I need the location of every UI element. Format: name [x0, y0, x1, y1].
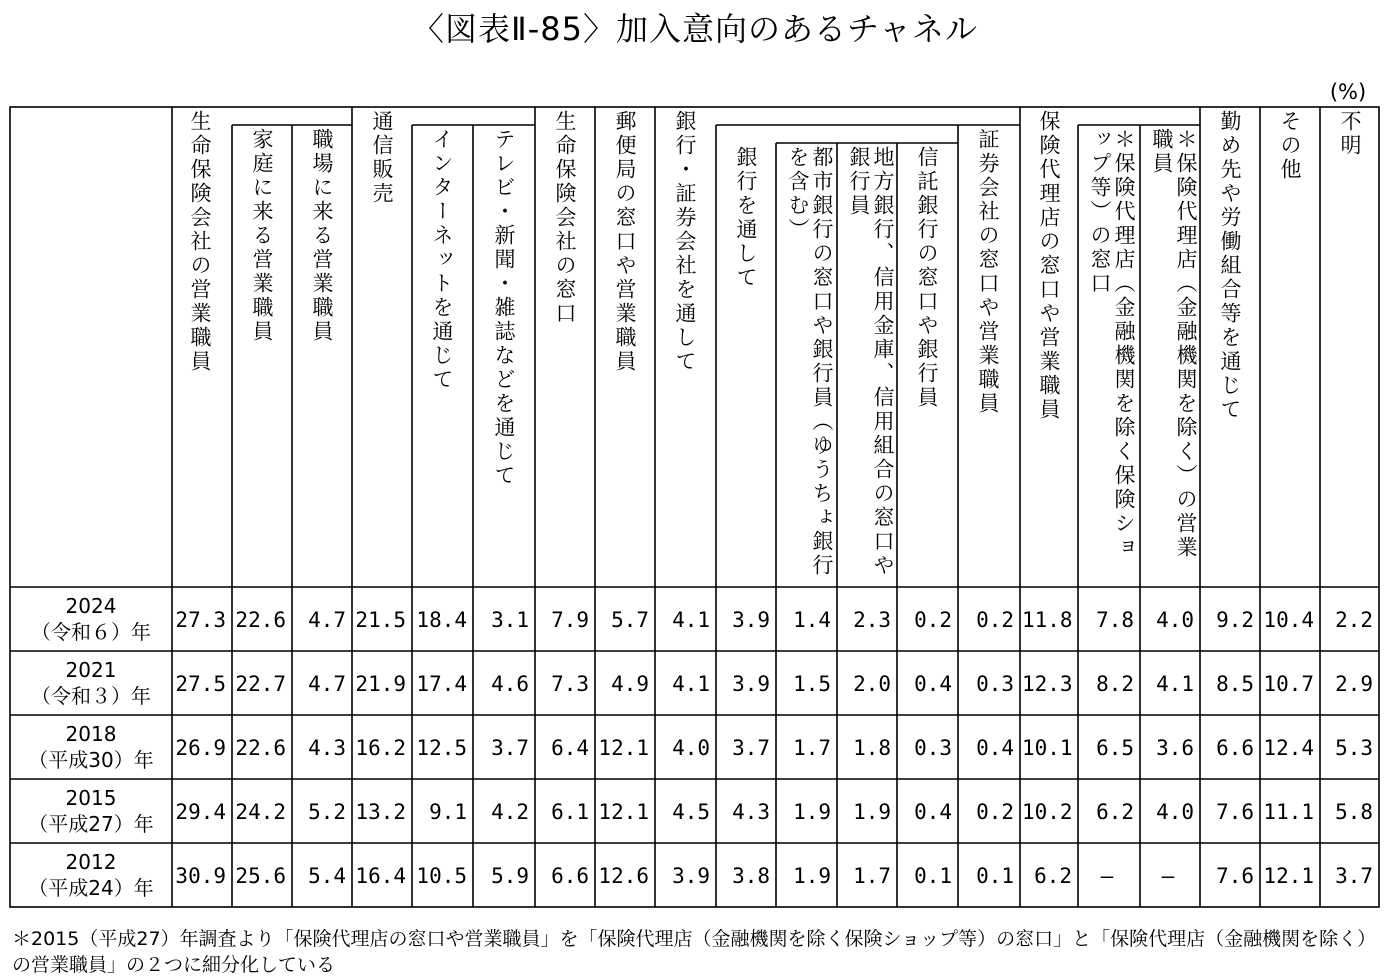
row-label-2024: [10, 593, 172, 645]
table-cell: 12.3: [1022, 672, 1073, 696]
table-cell: 25.6: [235, 864, 286, 888]
row-era: （平成27）年: [28, 812, 154, 836]
unit-label: (%): [1329, 80, 1367, 104]
table-cell: 6.4: [551, 736, 589, 760]
table-cell: 4.7: [308, 608, 346, 632]
table-cell: 18.4: [416, 608, 467, 632]
table-cell: 21.9: [355, 672, 406, 696]
row-year: 2015: [65, 786, 117, 810]
table-cell: 4.5: [672, 800, 710, 824]
table-cell: 1.5: [793, 672, 831, 696]
table-cell: 12.1: [1263, 864, 1314, 888]
table-cell: 16.4: [355, 864, 406, 888]
table-cell: 0.2: [976, 608, 1014, 632]
table-cell: 12.1: [598, 800, 649, 824]
table-cell: 21.5: [355, 608, 406, 632]
table-cell: 4.6: [491, 672, 529, 696]
table-cell: —: [1100, 864, 1114, 888]
table-cell: 6.6: [1216, 736, 1254, 760]
table-cell: 22.6: [235, 736, 286, 760]
table-cell: 26.9: [175, 736, 226, 760]
header-trust-bank: 信託銀行の窓口や銀行員: [915, 146, 939, 410]
table-cell: 4.1: [672, 672, 710, 696]
table-cell: 12.5: [416, 736, 467, 760]
table-cell: 7.6: [1216, 864, 1254, 888]
table-cell: 4.9: [611, 672, 649, 696]
table-cell: 0.2: [976, 800, 1014, 824]
table-cell: 3.9: [732, 608, 770, 632]
table-cell: 3.7: [732, 736, 770, 760]
table-cell: 5.4: [308, 864, 346, 888]
table-cell: 2.3: [853, 608, 891, 632]
table-cell: 2.0: [853, 672, 891, 696]
table-cell: 24.2: [235, 800, 286, 824]
header-internet: インターネットを通じて: [430, 128, 454, 392]
table-cell: 0.3: [914, 736, 952, 760]
table-cell: 6.5: [1096, 736, 1134, 760]
table-cell: 9.1: [429, 800, 467, 824]
table-cell: 10.7: [1263, 672, 1314, 696]
table-cell: 3.9: [732, 672, 770, 696]
row-label-2021: [10, 657, 172, 709]
table-cell: 4.0: [1156, 608, 1194, 632]
row-era: （令和６）年: [31, 620, 151, 644]
table-cell: 4.2: [491, 800, 529, 824]
table-cell: 22.6: [235, 608, 286, 632]
header-tv-media: テレビ・新聞・雑誌などを通じて: [492, 128, 516, 488]
table-cell: 8.2: [1096, 672, 1134, 696]
table-cell: 0.1: [976, 864, 1014, 888]
table-cell: 7.3: [551, 672, 589, 696]
header-life-staff: 生命保険会社の営業職員: [188, 110, 212, 374]
table-cell: 1.9: [793, 864, 831, 888]
table-cell: 3.9: [672, 864, 710, 888]
table-cell: 1.4: [793, 608, 831, 632]
header-work-staff: 職場に来る営業職員: [310, 128, 334, 344]
header-bank-securities: 銀行・証券会社を通して: [673, 110, 697, 374]
table-cell: 0.4: [914, 672, 952, 696]
table-cell: 1.9: [853, 800, 891, 824]
table-cell: 9.2: [1216, 608, 1254, 632]
table-cell: 2.2: [1335, 608, 1373, 632]
table-cell: 3.6: [1156, 736, 1194, 760]
table-cell: 2.9: [1335, 672, 1373, 696]
table-cell: 1.7: [793, 736, 831, 760]
table-cell: 13.2: [355, 800, 406, 824]
table-cell: 0.4: [976, 736, 1014, 760]
header-workplace: 勤め先や労働組合等を通じて: [1218, 110, 1242, 422]
table-cell: 6.2: [1096, 800, 1134, 824]
table-cell: 0.1: [914, 864, 952, 888]
table-cell: 3.1: [491, 608, 529, 632]
table-cell: 11.1: [1263, 800, 1314, 824]
table-cell: 7.6: [1216, 800, 1254, 824]
header-post-office: 郵便局の窓口や営業職員: [613, 110, 637, 374]
table-cell: 3.7: [491, 736, 529, 760]
row-label-2015: [10, 785, 172, 837]
table-cell: 6.6: [551, 864, 589, 888]
table-cell: 11.8: [1022, 608, 1073, 632]
table-cell: 4.1: [672, 608, 710, 632]
table-cell: 5.7: [611, 608, 649, 632]
table-cell: 22.7: [235, 672, 286, 696]
table-cell: 10.5: [416, 864, 467, 888]
row-era: （平成24）年: [28, 876, 154, 900]
table-cell: 4.0: [672, 736, 710, 760]
table-cell: 10.1: [1022, 736, 1073, 760]
table-cell: 16.2: [355, 736, 406, 760]
table-cell: 12.6: [598, 864, 649, 888]
table-cell: 0.4: [914, 800, 952, 824]
table-cell: 3.8: [732, 864, 770, 888]
table-cell: 27.5: [175, 672, 226, 696]
table-cell: 0.3: [976, 672, 1014, 696]
table-cell: 0.2: [914, 608, 952, 632]
table-cell: 17.4: [416, 672, 467, 696]
row-year: 2018: [65, 722, 117, 746]
table-cell: 10.4: [1263, 608, 1314, 632]
row-label-2012: [10, 849, 172, 901]
header-securities: 証券会社の窓口や営業職員: [976, 128, 1000, 416]
table-cell: —: [1161, 864, 1175, 888]
row-year: 2021: [65, 658, 117, 682]
header-agency-staff: ＊保険代理店（金融機関を除く）の営業職員: [1150, 128, 1198, 560]
table-cell: 3.7: [1335, 864, 1373, 888]
header-agency-window: ＊保険代理店（金融機関を除く保険ショップ等）の窓口: [1088, 128, 1136, 560]
table-cell: 4.0: [1156, 800, 1194, 824]
page-title: 〈図表Ⅱ-85〉加入意向のあるチャネル: [411, 10, 979, 48]
table-cell: 29.4: [175, 800, 226, 824]
table-cell: 4.3: [732, 800, 770, 824]
table-cell: 5.2: [308, 800, 346, 824]
header-city-bank: 都市銀行の窓口や銀行員（ゆうちょ銀行を含む）: [786, 146, 834, 578]
table-cell: 1.9: [793, 800, 831, 824]
table-cell: 4.3: [308, 736, 346, 760]
header-via-bank: 銀行を通して: [734, 146, 758, 290]
table-cell: 30.9: [175, 864, 226, 888]
table-cell: 5.9: [491, 864, 529, 888]
footnote: ＊2015（平成27）年調査より「保険代理店の窓口や営業職員」を「保険代理店（金融機関を除く保険ショップ等）の窓口」と「保険代理店（金融機関を除く）の営業職員」の２つに細分化している: [12, 928, 1377, 976]
table-cell: 5.8: [1335, 800, 1373, 824]
row-era: （平成30）年: [28, 748, 154, 772]
table-cell: 5.3: [1335, 736, 1373, 760]
table-cell: 12.4: [1263, 736, 1314, 760]
row-year: 2012: [65, 850, 117, 874]
table-cell: 10.2: [1022, 800, 1073, 824]
row-era: （令和３）年: [31, 684, 151, 708]
header-home-staff: 家庭に来る営業職員: [250, 128, 274, 344]
row-year: 2024: [65, 594, 117, 618]
table-cell: 7.9: [551, 608, 589, 632]
header-other: その他: [1278, 110, 1302, 182]
table-cell: 4.7: [308, 672, 346, 696]
row-label-2018: [10, 721, 172, 773]
table-cell: 27.3: [175, 608, 226, 632]
table-cell: 6.1: [551, 800, 589, 824]
table-cell: 4.1: [1156, 672, 1194, 696]
header-mail-order: 通信販売: [370, 110, 394, 206]
table-cell: 1.7: [853, 864, 891, 888]
table-cell: 6.2: [1034, 864, 1072, 888]
table-cell: 1.8: [853, 736, 891, 760]
header-life-window: 生命保険会社の窓口: [553, 110, 577, 326]
table-cell: 12.1: [598, 736, 649, 760]
table-cell: 7.8: [1096, 608, 1134, 632]
header-regional-bank: 地方銀行、信用金庫、信用組合の窓口や銀行員: [847, 146, 895, 578]
header-unknown: 不明: [1338, 110, 1362, 158]
table-cell: 8.5: [1216, 672, 1254, 696]
header-agency: 保険代理店の窓口や営業職員: [1037, 110, 1061, 422]
